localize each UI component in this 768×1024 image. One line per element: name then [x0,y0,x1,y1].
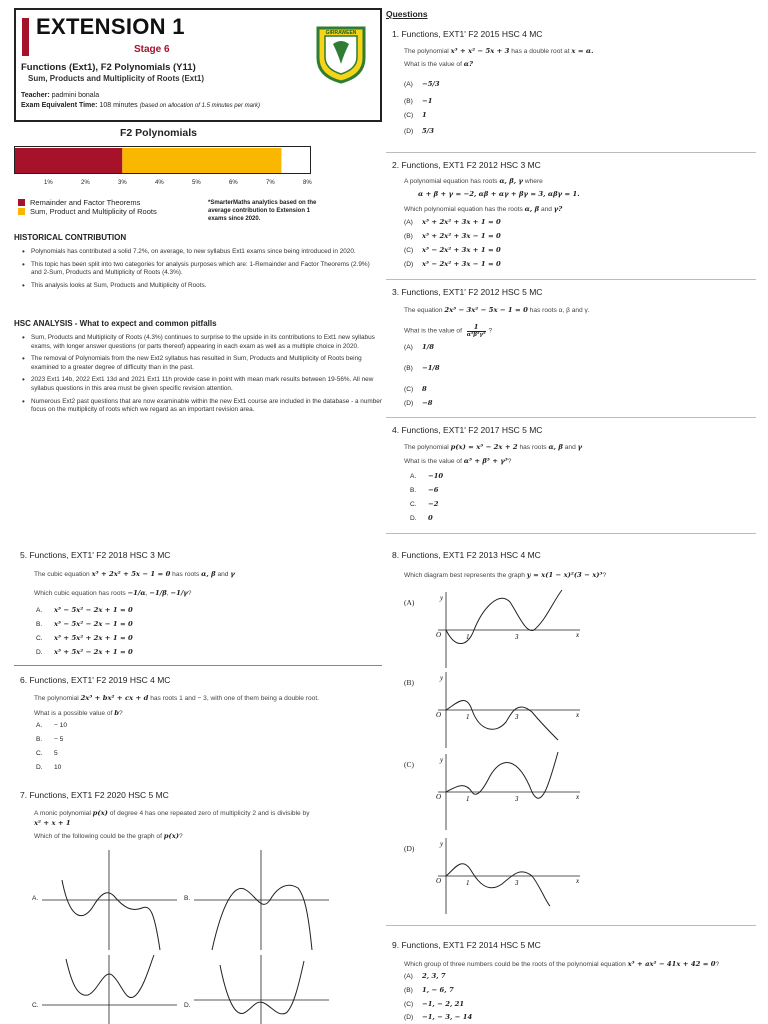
legend-swatch-remainder [18,199,25,206]
q7-option-c-label[interactable]: C. [32,1002,39,1009]
q7-option-b-graph[interactable] [194,850,329,950]
axis-text: x [576,877,580,885]
axis-text: 1 [466,633,470,641]
q1-option-d[interactable]: (D) 5/3 [404,127,434,135]
q8-option-label[interactable]: (A) [404,598,415,607]
axis-text: y [440,674,444,682]
q9-option-a[interactable]: (A) 2, 3, 7 [404,972,446,980]
tick-label: 5% [192,180,201,186]
q3-option-b[interactable]: (B) −1/8 [404,364,440,372]
axis-text: 3 [515,879,519,887]
q5-option-d[interactable]: D. x³ + 5x² − 2x + 1 = 0 [36,648,133,656]
q2-option-a[interactable]: (A) x³ + 2x² + 3x + 1 = 0 [404,218,501,226]
historical-heading: HISTORICAL CONTRIBUTION [14,233,127,242]
stacked-bar [15,147,311,174]
subtopic-title: Sum, Products and Multiplicity of Roots (Ext1) [28,74,205,83]
questions-heading: Questions [386,9,428,19]
q8-option-label[interactable]: (B) [404,678,414,687]
q4-option-a[interactable]: A. −10 [410,472,444,480]
list-item: • Polynomials has contributed a solid 7.2%, on average, to new syllabus Ext1 exams since being introduced in 2020. [20,248,382,257]
list-item: • The removal of Polynomials from the new Ext2 syllabus has resulted in Sum, Products and Multiplicity of Roots being examined to a greater degree of difficulty than in the past. [20,355,382,372]
q8-curve [446,864,550,906]
q5-question: Which cubic equation has roots −1/α, −1/β, −1/γ? [34,589,192,597]
axis-text: y [440,594,444,602]
bar-segment-sum-product [122,148,281,173]
analysis-list [20,334,382,419]
tick-label: 1% [44,180,53,186]
course-title: Functions (Ext1), F2 Polynomials (Y11) [21,62,196,73]
q9-option-b[interactable]: (B) 1, − 6, 7 [404,986,454,994]
divider [386,152,756,153]
q6-option-b[interactable]: B. − 5 [36,736,64,743]
axis-text: O [436,711,442,719]
q2-stem: A polynomial equation has roots α, β, γ where [404,177,543,185]
list-item: • This analysis looks at Sum, Products and Multiplicity of Roots. [20,282,382,291]
chart-title: F2 Polynomials [120,127,198,139]
q1-option-a[interactable]: (A) −5/3 [404,80,440,88]
q6-stem: The polynomial 2x³ + bx² + cx + d has roots 1 and − 3, with one of them being a double root. [34,694,319,702]
q2-title: 2. Functions, EXT1 F2 2012 HSC 3 MC [392,160,541,170]
bar-segment-remainder [15,148,122,173]
axis-text: O [436,793,442,801]
axis-text: 3 [515,713,519,721]
q7-option-a-graph[interactable] [42,850,177,950]
page-title: EXTENSION 1 [36,14,185,39]
q7-stem: A monic polynomial p(x) of degree 4 has one repeated zero of multiplicity 2 and is divisible by [34,809,310,817]
divider [386,279,756,280]
axis-text: 1 [466,879,470,887]
q8-curve [446,590,562,644]
q6-option-d[interactable]: D. 10 [36,764,62,771]
q8-option-graph[interactable] [430,752,590,832]
divider [14,665,382,666]
tick-label: 2% [81,180,90,186]
q1-stem: The polynomial x³ + x² − 5x + 3 has a double root at x = α. [404,47,594,55]
q4-question: What is the value of α³ + β³ + γ³? [404,457,512,465]
q2-option-b[interactable]: (B) x³ + 2x² + 3x − 1 = 0 [404,232,501,240]
q9-option-c[interactable]: (C) −1, − 2, 21 [404,1000,465,1008]
svg-text:GIRRAWEEN: GIRRAWEEN [325,30,357,36]
q7-option-d-label[interactable]: D. [184,1002,191,1009]
q3-title: 3. Functions, EXT1' F2 2012 HSC 5 MC [392,287,543,297]
q3-stem: The equation 2x³ − 3x² − 5x − 1 = 0 has roots α, β and γ. [404,306,590,314]
q1-option-b[interactable]: (B) −1 [404,97,433,105]
school-logo [314,24,368,84]
q3-option-d[interactable]: (D) −8 [404,399,433,407]
q1-option-c[interactable]: (C) 1 [404,111,427,119]
divider [386,417,756,418]
q2-option-d[interactable]: (D) x³ − 2x² + 3x − 1 = 0 [404,260,501,268]
q9-title: 9. Functions, EXT1 F2 2014 HSC 5 MC [392,940,541,950]
axis-text: x [576,711,580,719]
q5-option-c[interactable]: C. x³ + 5x² + 2x + 1 = 0 [36,634,133,642]
q7-option-a-label[interactable]: A. [32,895,39,902]
tick-label: 7% [266,180,275,186]
legend-label-remainder: Remainder and Factor Theorems [30,198,141,207]
q6-question: What is a possible value of b? [34,709,123,717]
exam-time-row: Exam Equivalent Time: 108 minutes (based on allocation of 1.5 minutes per mark) [21,102,260,109]
legend-label-sum-product: Sum, Product and Multiplicity of Roots [30,207,157,216]
q3-option-c[interactable]: (C) 8 [404,385,427,393]
q9-stem: Which group of three numbers could be the roots of the polynomial equation x³ + ax² − 41x + 42 = 0? [404,960,720,968]
q7-option-c-graph[interactable] [42,955,177,1024]
divider [386,533,756,534]
q9-option-d[interactable]: (D) −1, − 3, − 14 [404,1013,473,1021]
list-item: • 2023 Ext1 14b, 2022 Ext1 13d and 2021 Ext1 11h provide case in point with mean mark results between 19-56%. All new syllabus questions in this area must be given specific revision attention. [20,376,382,393]
list-item: • Numerous Ext2 past questions that are now examinable within the new Ext1 course are included in the database - a number focus on the multiplicity of roots which we regard as an important revision area. [20,398,382,415]
axis-text: O [436,877,442,885]
axis-text: 3 [515,795,519,803]
teacher-row: Teacher: padmini bonala [21,92,100,99]
q2-option-c[interactable]: (C) x³ − 2x² + 3x + 1 = 0 [404,246,501,254]
q2-equations: α + β + γ = −2, αβ + αγ + βγ = 3, αβγ = 1. [418,190,580,198]
analysis-heading: HSC ANALYSIS - What to expect and common pitfalls [14,319,217,328]
q5-option-a[interactable]: A. x³ − 5x² − 2x + 1 = 0 [36,606,133,614]
tick-label: 3% [118,180,127,186]
q8-stem: Which diagram best represents the graph y = x(1 − x)²(3 − x)³? [404,571,607,579]
analytics-note: *SmarterMaths analytics based on the average contribution to Extension 1 exams since 2020. [208,200,317,222]
q6-title: 6. Functions, EXT1' F2 2019 HSC 4 MC [20,675,171,685]
q8-curve [446,700,558,740]
q3-question: What is the value of 1 α²β²γ² ? [404,323,493,338]
list-item: • This topic has been split into two categories for analysis purposes which are: 1-Remainder and Factor Theorems (2.9%) and 2-Sum, Products and Multiplicity of Roots (4.3%). [20,261,382,278]
divider [386,925,756,926]
axis-text: O [436,631,442,639]
q5-option-b[interactable]: B. x³ − 5x² − 2x − 1 = 0 [36,620,133,628]
axis-text: x [576,631,580,639]
axis-text: 1 [466,795,470,803]
q2-question: Which polynomial equation has the roots α, β and γ? [404,205,563,213]
q7-title: 7. Functions, EXT1 F2 2020 HSC 5 MC [20,790,169,800]
q8-option-label[interactable]: (D) [404,844,415,853]
q6-option-a[interactable]: A. − 10 [36,722,68,729]
q7-option-d-graph[interactable] [194,955,329,1024]
q1-question: What is the value of α? [404,60,473,68]
q5-stem: The cubic equation x³ + 2x² + 5x − 1 = 0 has roots α, β and γ [34,570,235,578]
q7-question: Which of the following could be the graph of p(x)? [34,832,183,840]
header-accent-bar [22,18,29,56]
q4-stem: The polynomial p(x) = x³ − 2x + 2 has roots α, β and γ [404,443,583,451]
q8-title: 8. Functions, EXT1 F2 2013 HSC 4 MC [392,550,541,560]
axis-text: x [576,793,580,801]
axis-text: y [440,756,444,764]
axis-text: 3 [515,633,519,641]
q5-title: 5. Functions, EXT1' F2 2018 HSC 3 MC [20,550,171,560]
q4-option-c[interactable]: C. −2 [410,500,439,508]
q7-stem-divisor: x² + x + 1 [34,819,71,827]
q4-option-b[interactable]: B. −6 [410,486,439,494]
q8-curve [446,752,558,798]
legend-swatch-sum-product [18,208,25,215]
q8-option-graph[interactable] [430,670,590,750]
q8-option-graph[interactable] [430,836,590,916]
axis-text: y [440,840,444,848]
tick-label: 8% [303,180,312,186]
q6-option-c[interactable]: C. 5 [36,750,58,757]
q1-title: 1. Functions, EXT1' F2 2015 HSC 4 MC [392,29,543,39]
tick-label: 4% [155,180,164,186]
tick-label: 6% [229,180,238,186]
axis-text: 1 [466,713,470,721]
stage-label: Stage 6 [134,44,170,55]
q4-option-d[interactable]: D. 0 [410,514,433,522]
list-item: • Sum, Products and Multiplicity of Roots (4.3%) continues to surprise to the upside in its contributions to Ext1 new syllabus exams, with longer answer questions (or parts thereof) appearing in each exam as well as a multiple choice in 2020. [20,334,382,351]
q4-title: 4. Functions, EXT1' F2 2017 HSC 5 MC [392,425,543,435]
q8-option-label[interactable]: (C) [404,760,414,769]
q7-option-b-label[interactable]: B. [184,895,191,902]
q8-option-graph[interactable] [430,590,590,670]
q3-option-a[interactable]: (A) 1/8 [404,343,434,351]
historical-list [20,248,382,294]
